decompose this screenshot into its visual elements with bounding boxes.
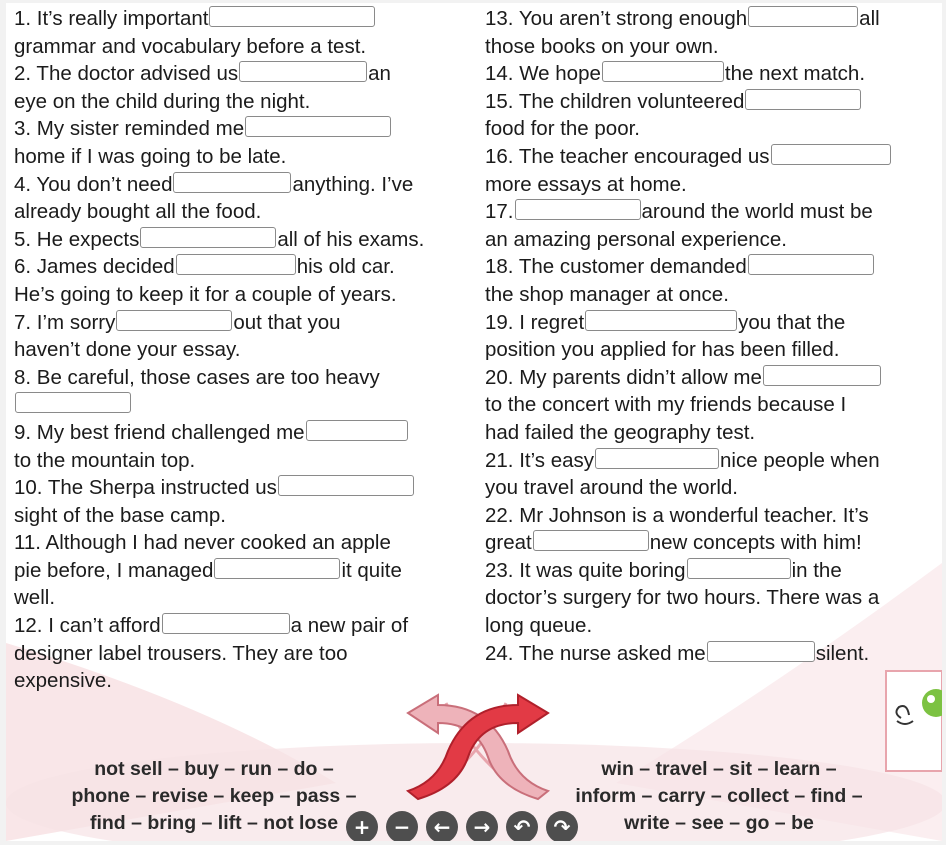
sentence-line: [485, 88, 940, 116]
sentence-line: [485, 529, 940, 557]
sentence-line: [14, 391, 472, 419]
sentence-line: [14, 198, 472, 226]
sentence-line: [14, 529, 472, 557]
sentence-line: [14, 88, 472, 116]
sentence-text: 2. The doctor advised us: [14, 62, 239, 86]
zoom-in-button[interactable]: +: [346, 811, 378, 841]
answer-blank-input[interactable]: [585, 310, 737, 331]
sentence-text: 23. It was quite boring: [485, 558, 686, 582]
sentence-text: long queue.: [485, 614, 593, 638]
sentence-text: already bought all the food.: [14, 200, 262, 224]
sentence-line: [14, 557, 472, 585]
sentence-line: [485, 391, 940, 419]
sentence-text: the next match.: [724, 62, 866, 86]
sentence-text: 10. The Sherpa instructed us: [14, 476, 277, 500]
sentence-text: a new pair of: [290, 614, 409, 638]
sentence-line: [485, 115, 940, 143]
answer-blank-input[interactable]: [15, 392, 131, 413]
sentence-line: [14, 447, 472, 475]
sentence-text: haven’t done your essay.: [14, 338, 241, 362]
sentence-text: all: [859, 7, 880, 30]
zoom-out-button[interactable]: −: [386, 811, 418, 841]
sentence-text: 6. James decided: [14, 255, 175, 279]
sentence-text: 9. My best friend challenged me: [14, 420, 305, 444]
sentence-text: an: [368, 62, 391, 86]
sentence-text: well.: [14, 586, 56, 610]
answer-blank-input[interactable]: [278, 475, 414, 496]
sentence-text: 1. It’s really important: [14, 7, 209, 30]
sentence-text: new concepts with him!: [649, 531, 862, 555]
sentence-text: nice people when: [720, 448, 880, 472]
sentence-text: 11. Although I had never cooked an apple: [14, 531, 391, 555]
sentence-line: [14, 336, 472, 364]
sentence-text: 14. We hope: [485, 62, 601, 86]
sentence-text: you travel around the world.: [485, 476, 738, 500]
sentence-text: sight of the base camp.: [14, 503, 226, 527]
viewer-toolbar: [346, 811, 578, 841]
sentence-text: anything. I’ve: [292, 172, 414, 196]
sentence-line: [14, 253, 472, 281]
sentence-line: [485, 309, 940, 337]
sentence-line: [14, 143, 472, 171]
sentence-line: [485, 474, 940, 502]
sentence-text: those books on your own.: [485, 34, 719, 58]
sentence-text: 22. Mr Johnson is a wonderful teacher. It’s: [485, 503, 869, 527]
sentence-text: eye on the child during the night.: [14, 89, 311, 113]
sentence-text: around the world must be: [641, 200, 873, 224]
answer-blank-input[interactable]: [162, 613, 290, 634]
sentence-text: more essays at home.: [485, 172, 687, 196]
sentence-text: food for the poor.: [485, 117, 641, 141]
sentence-text: grammar and vocabulary before a test.: [14, 34, 367, 58]
back-arrow-button[interactable]: ←: [426, 811, 458, 841]
sentence-text: 8. Be careful, those cases are too heavy: [14, 365, 380, 389]
answer-blank-input[interactable]: [748, 254, 874, 275]
answer-blank-input[interactable]: [748, 6, 858, 27]
sentence-line: [485, 5, 940, 33]
sentence-text: all of his exams.: [277, 227, 425, 251]
sentence-text: home if I was going to be late.: [14, 144, 287, 168]
sentence-text: 12. I can’t afford: [14, 614, 161, 638]
forward-arrow-button[interactable]: →: [466, 811, 498, 841]
sentence-line: [485, 557, 940, 585]
redo-button[interactable]: ↷: [546, 811, 578, 841]
sentence-text: in the: [791, 558, 842, 582]
sentence-line: [14, 640, 472, 668]
answer-blank-input[interactable]: [209, 6, 375, 27]
sentence-text: it quite: [341, 558, 402, 582]
answer-blank-input[interactable]: [173, 172, 291, 193]
answer-blank-input[interactable]: [687, 558, 791, 579]
sentence-line: [485, 612, 940, 640]
sentence-line: [14, 115, 472, 143]
sentence-line: [14, 364, 472, 392]
sentence-line: [485, 364, 940, 392]
answer-blank-input[interactable]: [707, 641, 815, 662]
sentence-line: [485, 419, 940, 447]
sentence-text: 17.: [485, 200, 514, 224]
sentence-text: 20. My parents didn’t allow me: [485, 365, 762, 389]
sentence-line: [485, 33, 940, 61]
sentence-text: 16. The teacher encouraged us: [485, 144, 770, 168]
sentence-text: 18. The customer demanded: [485, 255, 747, 279]
sentence-line: [14, 60, 472, 88]
sentence-line: [14, 419, 472, 447]
sentence-line: [485, 226, 940, 254]
sentence-text: to the mountain top.: [14, 448, 196, 472]
answer-blank-input[interactable]: [533, 530, 649, 551]
word-bank-line: phone – revise – keep – pass –: [71, 785, 357, 807]
sentence-text: 5. He expects: [14, 227, 140, 251]
word-bank-line: find – bring – lift – not lose: [89, 812, 339, 834]
sentence-text: his old car.: [296, 255, 395, 279]
answer-blank-input[interactable]: [214, 558, 340, 579]
sentence-text: 4. You don’t need: [14, 172, 173, 196]
sentence-text: to the concert with my friends because I: [485, 393, 847, 417]
answer-blank-input[interactable]: [771, 144, 891, 165]
answer-blank-input[interactable]: [239, 61, 367, 82]
sentence-line: [485, 281, 940, 309]
sentence-text: you that the: [738, 310, 846, 334]
sentence-text: pie before, I managed: [14, 558, 214, 582]
sentence-text: 21. It’s easy: [485, 448, 595, 472]
answer-blank-input[interactable]: [245, 116, 391, 137]
frog-mascot-icon: [891, 673, 942, 773]
answer-blank-input[interactable]: [602, 61, 724, 82]
sentence-line: [14, 33, 472, 61]
crossed-arrows-icon: [398, 691, 558, 801]
sentence-line: [14, 171, 472, 199]
sentence-text: 7. I’m sorry: [14, 310, 116, 334]
sentence-text: out that you: [233, 310, 341, 334]
sentence-text: an amazing personal experience.: [485, 227, 787, 251]
sentence-line: [485, 143, 940, 171]
sentence-text: expensive.: [14, 669, 113, 693]
sentence-text: He’s going to keep it for a couple of years.: [14, 282, 397, 306]
undo-button[interactable]: ↶: [506, 811, 538, 841]
sentence-text: doctor’s surgery for two hours. There was a: [485, 586, 880, 610]
answer-blank-input[interactable]: [595, 448, 719, 469]
sentence-line: [485, 198, 940, 226]
sentence-line: [14, 5, 472, 33]
sentence-line: [14, 667, 472, 695]
sentence-text: 19. I regret: [485, 310, 585, 334]
right-question-column: [485, 5, 940, 667]
answer-blank-input[interactable]: [116, 310, 232, 331]
answer-blank-input[interactable]: [176, 254, 296, 275]
sentence-text: 15. The children volunteered: [485, 89, 745, 113]
answer-blank-input[interactable]: [140, 227, 276, 248]
sentence-line: [485, 640, 940, 668]
worksheet: [6, 3, 942, 841]
answer-blank-input[interactable]: [515, 199, 641, 220]
sentence-text: 24. The nurse asked me: [485, 641, 706, 665]
sentence-text: had failed the geography test.: [485, 420, 756, 444]
sentence-line: [14, 584, 472, 612]
word-bank-left: [42, 756, 386, 837]
sentence-line: [14, 309, 472, 337]
sentence-text: designer label trousers. They are too: [14, 641, 348, 665]
sentence-line: [485, 336, 940, 364]
sentence-line: [14, 502, 472, 530]
sentence-line: [485, 60, 940, 88]
sentence-text: 3. My sister reminded me: [14, 117, 245, 141]
word-bank-line: inform – carry – collect – find –: [575, 785, 863, 807]
answer-blank-input[interactable]: [745, 89, 861, 110]
sentence-line: [485, 447, 940, 475]
sentence-line: [485, 502, 940, 530]
sentence-text: silent.: [815, 641, 870, 665]
sentence-line: [485, 253, 940, 281]
sentence-line: [14, 612, 472, 640]
word-bank-line: not sell – buy – run – do –: [94, 758, 334, 780]
word-bank-line: win – travel – sit – learn –: [601, 758, 837, 780]
answer-blank-input[interactable]: [763, 365, 881, 386]
word-bank-line: write – see – go – be: [624, 812, 814, 834]
sentence-line: [14, 281, 472, 309]
word-bank-right: [552, 756, 886, 837]
answer-blank-input[interactable]: [306, 420, 408, 441]
sentence-line: [14, 226, 472, 254]
sentence-text: position you applied for has been filled.: [485, 338, 840, 362]
sentence-text: 13. You aren’t strong enough: [485, 7, 748, 30]
sentence-line: [485, 171, 940, 199]
sentence-text: the shop manager at once.: [485, 282, 729, 306]
sentence-line: [485, 584, 940, 612]
left-question-column: [14, 5, 472, 695]
sentence-line: [14, 474, 472, 502]
sentence-text: great: [485, 531, 532, 555]
